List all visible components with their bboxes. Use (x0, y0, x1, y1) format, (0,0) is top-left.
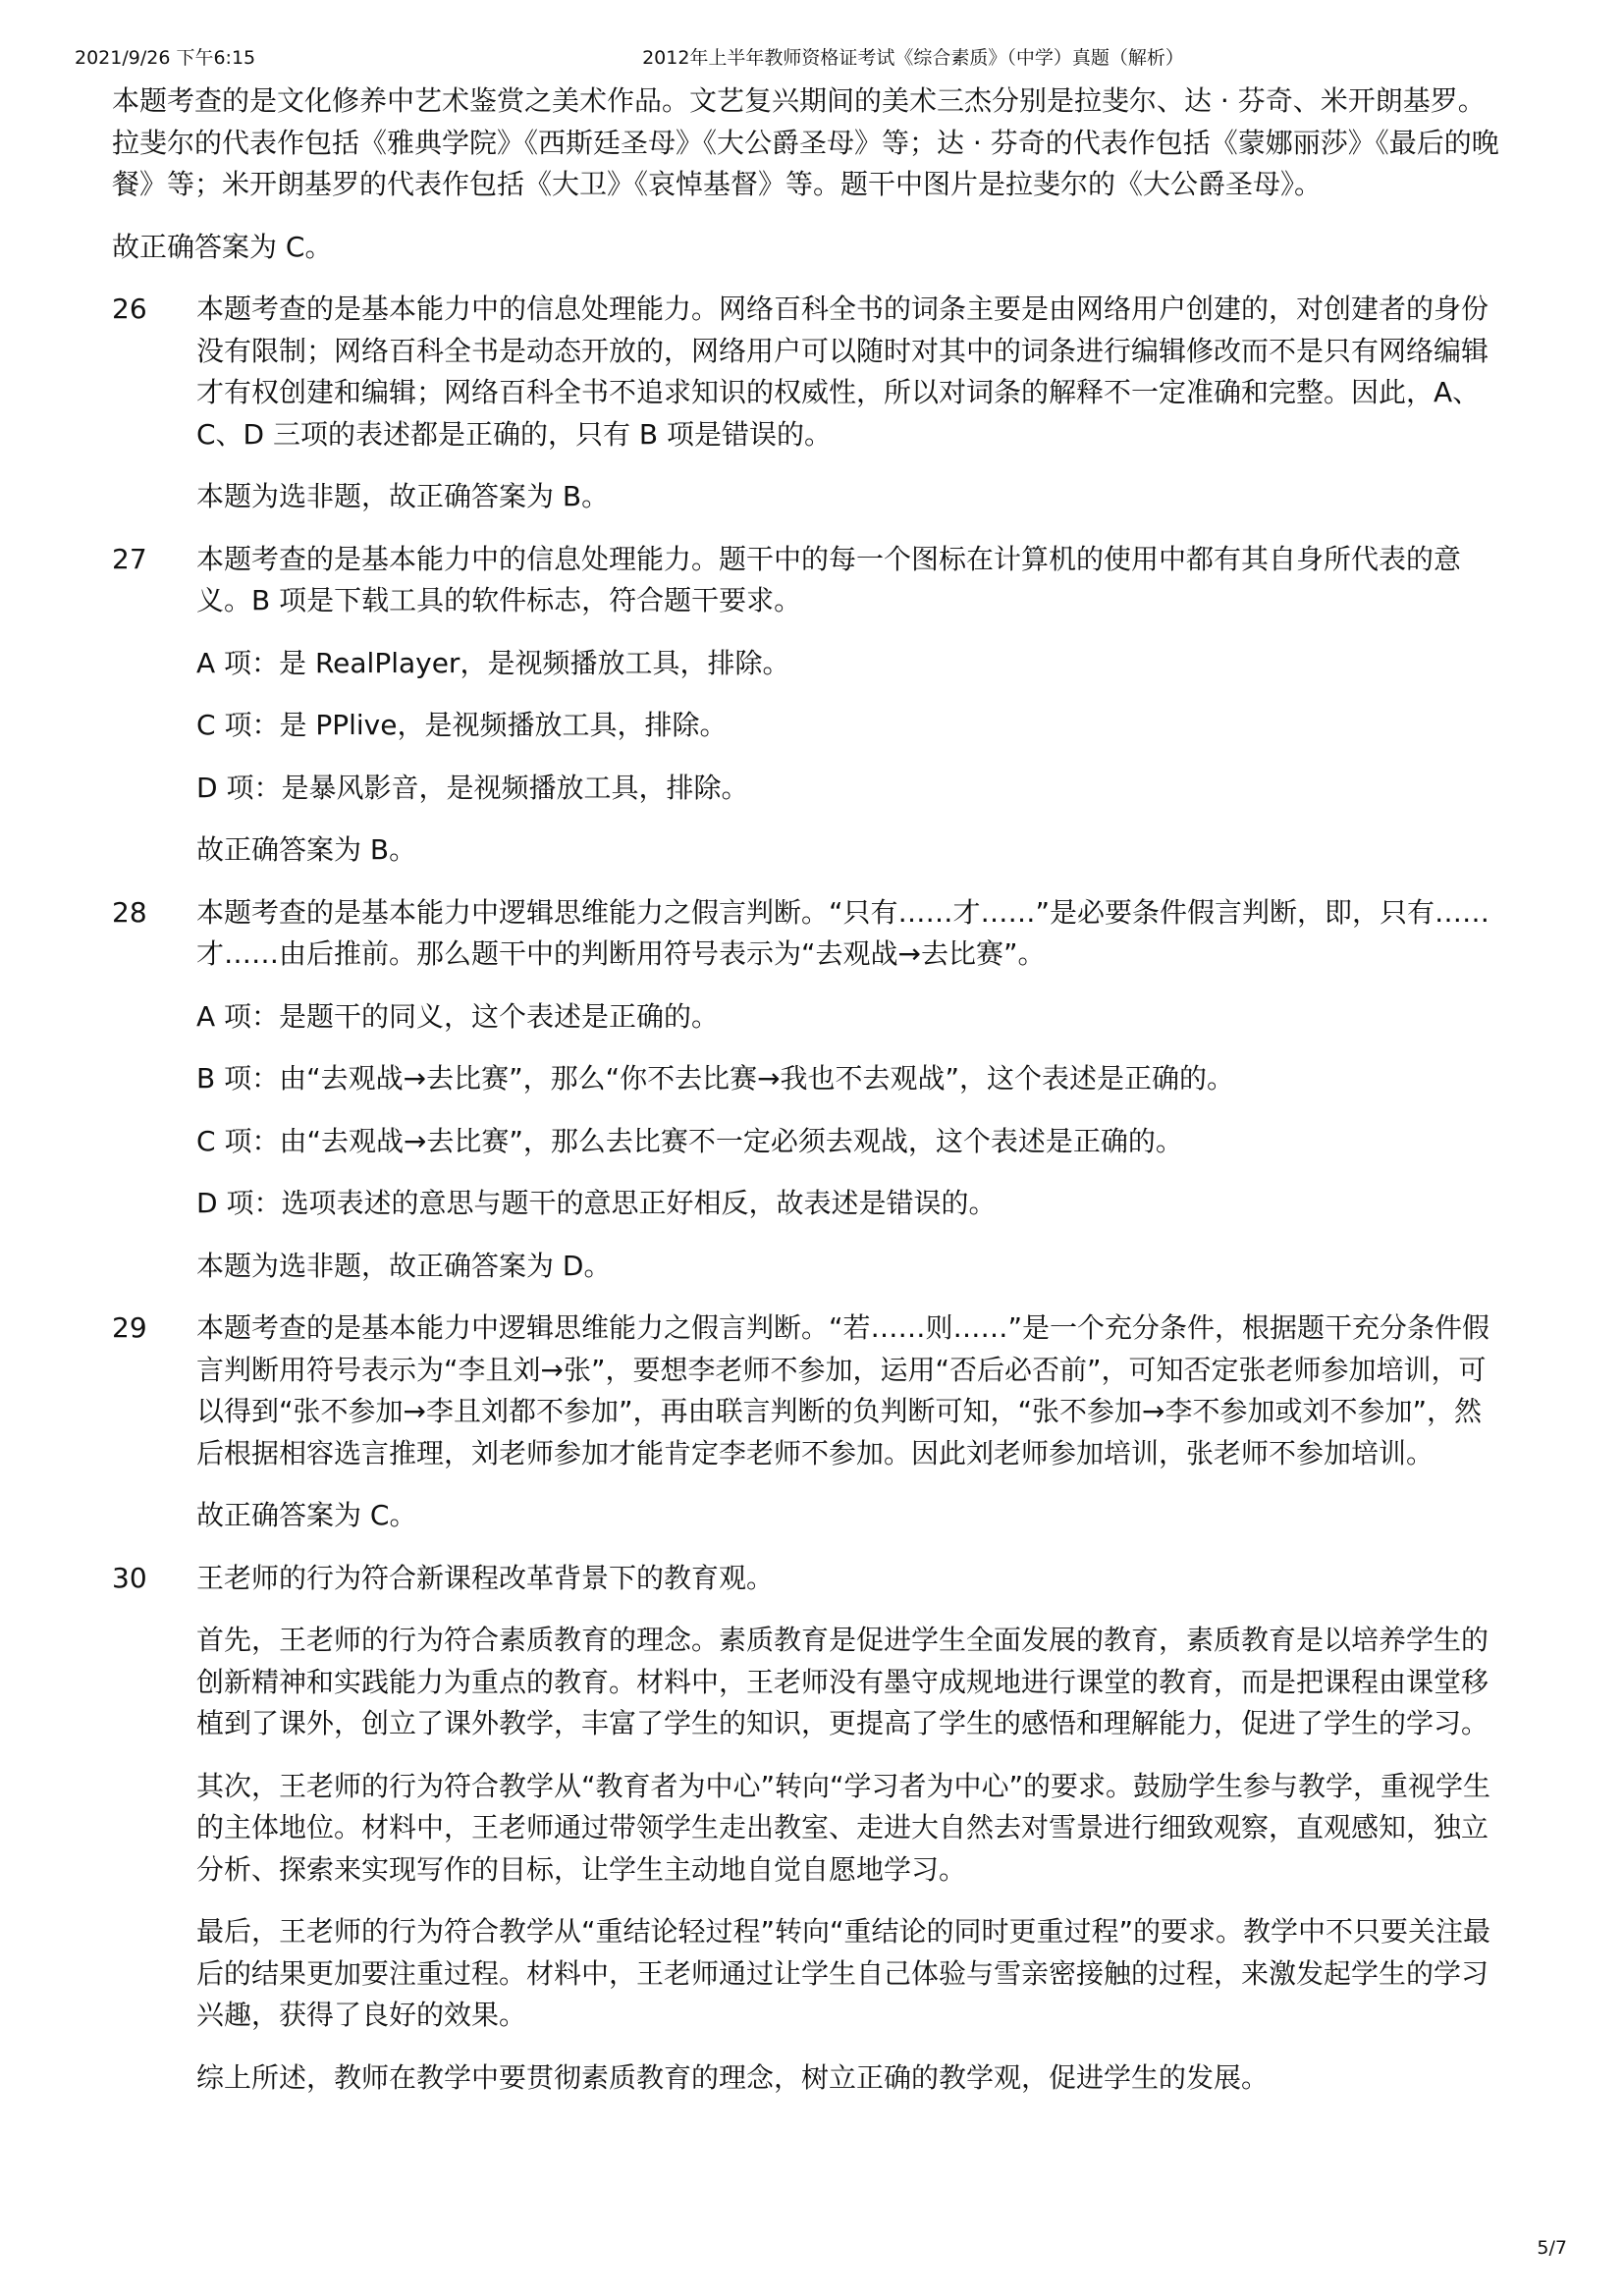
intro-paragraph: 本题考查的是文化修养中艺术鉴赏之美术作品。文艺复兴期间的美术三杰分别是拉斐尔、达 · 芬奇、米开朗基罗。拉斐尔的代表作包括《雅典学院》《西斯廷圣母》《大公爵圣母》等；达 · 芬奇的代表作包括《蒙娜丽莎》《最后的晚餐》等；米开朗基罗的代表作包括《大卫》《哀悼基督》等。题干中图片是拉斐尔的《大公爵圣母》。 (112, 84, 1499, 200)
question-30-paragraph-1: 首先，王老师的行为符合素质教育的理念。素质教育是促进学生全面发展的教育，素质教育是以培养学生的创新精神和实践能力为重点的教育。材料中，王老师没有墨守成规地进行课堂的教育，而是把课程由课堂移植到了课外，创立了课外教学，丰富了学生的知识，更提高了学生的感悟和理解能力，促进了学生的学习。 (196, 1624, 1489, 1739)
question-number: 29 (112, 1311, 147, 1344)
document-title: 2012年上半年教师资格证考试《综合素质》（中学）真题（解析） (642, 47, 1184, 69)
question-28-answer: 本题为选非题，故正确答案为 D。 (196, 1249, 612, 1282)
question-28-analysis: 本题考查的是基本能力中逻辑思维能力之假言判断。“只有……才……”是必要条件假言判断，即，只有……才……由后推前。那么题干中的判断用符号表示为“去观战→去比赛”。 (196, 895, 1490, 970)
page-number: 5/7 (1537, 2237, 1567, 2259)
page-content (112, 80, 1506, 2119)
question-30-paragraph-3: 最后，王老师的行为符合教学从“重结论轻过程”转向“重结论的同时更重过程”的要求。教学中不只要关注最后的结果更加要注重过程。材料中，王老师通过让学生自己体验与雪亲密接触的过程，来激发起学生的学习兴趣，获得了良好的效果。 (196, 1915, 1491, 2031)
question-29-analysis: 本题考查的是基本能力中逻辑思维能力之假言判断。“若……则……”是一个充分条件，根据题干充分条件假言判断用符号表示为“李且刘→张”，要想李老师不参加，运用“否后必否前”，可知否定张老师参加培训，可以得到“张不参加→李且刘都不参加”，再由联言判断的负判断可知，“张不参加→李不参加或刘不参加”，然后根据相容选言推理，刘老师参加才能肯定李老师不参加。因此刘老师参加培训，张老师不参加培训。 (196, 1311, 1490, 1469)
question-26-answer: 本题为选非题，故正确答案为 B。 (196, 480, 610, 512)
question-30-conclusion: 综上所述，教师在教学中要贯彻素质教育的理念，树立正确的教学观，促进学生的发展。 (196, 2060, 1270, 2094)
question-28 (112, 892, 1506, 976)
question-26 (112, 289, 1506, 455)
question-29-answer: 故正确答案为 C。 (196, 1499, 417, 1531)
question-number: 27 (112, 542, 147, 575)
question-28-option-a: A 项：是题干的同义，这个表述是正确的。 (196, 999, 720, 1033)
question-27-option-c: C 项：是 PPlive，是视频播放工具，排除。 (196, 709, 728, 741)
question-27 (112, 539, 1506, 622)
question-27-analysis: 本题考查的是基本能力中的信息处理能力。题干中的每一个图标在计算机的使用中都有其自身所代表的意义。B 项是下载工具的软件标志，符合题干要求。 (196, 542, 1462, 616)
print-datetime: 2021/9/26 下午6:15 (75, 47, 256, 69)
question-27-option-a: A 项：是 RealPlayer，是视频播放工具，排除。 (196, 646, 790, 679)
question-number: 28 (112, 895, 147, 929)
question-28-option-c: C 项：由“去观战→去比赛”，那么去比赛不一定必须去观战，这个表述是正确的。 (196, 1124, 1183, 1157)
question-30-paragraph-2: 其次，王老师的行为符合教学从“教育者为中心”转向“学习者为中心”的要求。鼓励学生参与教学，重视学生的主体地位。材料中，王老师通过带领学生走出教室、走进大自然去对雪景进行细致观察，直观感知，独立分析、探索来实现写作的目标，让学生主动地自觉自愿地学习。 (196, 1769, 1491, 1886)
question-30 (112, 1558, 1506, 1600)
intro-answer: 故正确答案为 C。 (112, 230, 333, 263)
question-29 (112, 1308, 1506, 1474)
question-30-intro: 王老师的行为符合新课程改革背景下的教育观。 (196, 1561, 775, 1594)
question-27-option-d: D 项：是暴风影音，是视频播放工具，排除。 (196, 771, 749, 804)
question-number: 26 (112, 293, 147, 325)
question-27-answer: 故正确答案为 B。 (196, 833, 417, 866)
question-26-analysis: 本题考查的是基本能力中的信息处理能力。网络百科全书的词条主要是由网络用户创建的，对创建者的身份没有限制；网络百科全书是动态开放的，网络用户可以随时对其中的词条进行编辑修改而不是只有网络编辑才有权创建和编辑；网络百科全书不追求知识的权威性，所以对词条的解释不一定准确和完整。因此，A、C、D 三项的表述都是正确的，只有 B 项是错误的。 (196, 293, 1489, 451)
question-28-option-d: D 项：选项表述的意思与题干的意思正好相反，故表述是错误的。 (196, 1187, 997, 1219)
question-number: 30 (112, 1561, 147, 1594)
question-28-option-b: B 项：由“去观战→去比赛”，那么“你不去比赛→我也不去观战”，这个表述是正确的。 (196, 1062, 1235, 1095)
